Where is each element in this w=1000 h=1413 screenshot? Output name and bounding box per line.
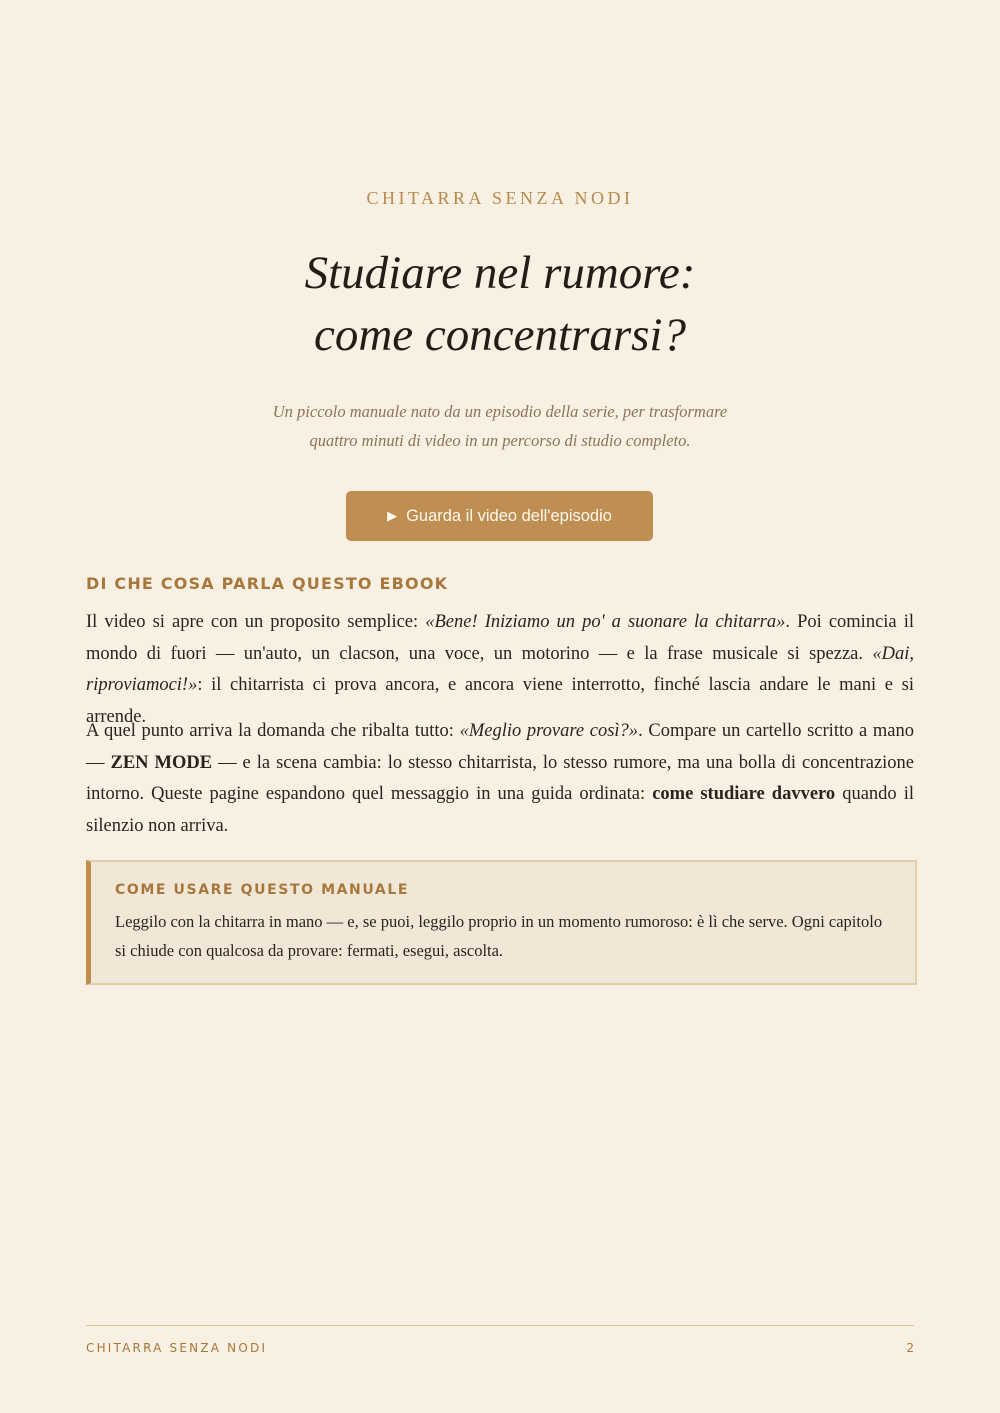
p2-text-c: — e la scena cambia: lo stesso chitarrista, lo stesso rumore, ma una bolla di concentrazione intorno. Queste pagine espandono quel messaggio in una guida ordinata: bbox=[86, 752, 915, 804]
p2-text-a: A quel punto arriva la domanda che ribalta tutto: bbox=[86, 721, 460, 741]
footer-divider bbox=[86, 1325, 914, 1326]
title-line-1: Studiare nel rumore: bbox=[304, 247, 696, 299]
usage-callout bbox=[86, 860, 917, 985]
p2-text-d: quando il silenzio non arriva. bbox=[86, 784, 914, 836]
p2-bold-study: come studiare davvero bbox=[652, 784, 836, 804]
page-title bbox=[0, 242, 1000, 366]
p1-quote-1: «Bene! Iniziamo un po' a suonare la chitarra» bbox=[425, 612, 786, 632]
subtitle-line-2: quattro minuti di video in un percorso di studio completo. bbox=[309, 431, 691, 450]
watch-video-label: Guarda il video dell'episodio bbox=[406, 506, 612, 525]
p2-text-b: . Compare un cartello scritto a mano — bbox=[86, 721, 914, 773]
intro-paragraph-1 bbox=[86, 607, 914, 733]
p1-text-a: Il video si apre con un proposito semplice: bbox=[86, 612, 426, 632]
page-number: 2 bbox=[906, 1341, 914, 1355]
section-heading: DI CHE COSA PARLA QUESTO EBOOK bbox=[86, 574, 449, 593]
subtitle bbox=[0, 397, 1000, 455]
footer-brand: CHITARRA SENZA NODI bbox=[86, 1341, 268, 1355]
subtitle-line-1: Un piccolo manuale nato da un episodio della serie, per trasformare bbox=[272, 402, 728, 421]
title-line-2: come concentrarsi? bbox=[314, 309, 686, 361]
p2-quote-1: «Meglio provare così?» bbox=[459, 721, 639, 741]
callout-text: Leggilo con la chitarra in mano — e, se puoi, leggilo proprio in un momento rumoroso: è lì che serve. Ogni capitolo si chiude con qualcosa da provare: fermati, esegui, ascolta. bbox=[115, 912, 883, 960]
p1-text-c: : il chitarrista ci prova ancora, e ancora viene interrotto, finché lascia andare le mani e si arrende. bbox=[86, 675, 914, 727]
p2-bold-zen-mode: ZEN MODE bbox=[110, 752, 213, 773]
p1-quote-2: «Dai, riproviamoci!» bbox=[86, 643, 914, 695]
p1-text-b: . Poi comincia il mondo di fuori — un'auto, un clacson, una voce, un motorino — e la frase musicale si spezza. bbox=[86, 612, 914, 664]
callout-title: COME USARE QUESTO MANUALE bbox=[115, 882, 410, 898]
play-icon: ▶ bbox=[387, 508, 398, 523]
watch-video-button[interactable] bbox=[346, 491, 653, 541]
intro-paragraph-2 bbox=[86, 716, 914, 842]
series-kicker: CHITARRA SENZA NODI bbox=[366, 188, 634, 208]
